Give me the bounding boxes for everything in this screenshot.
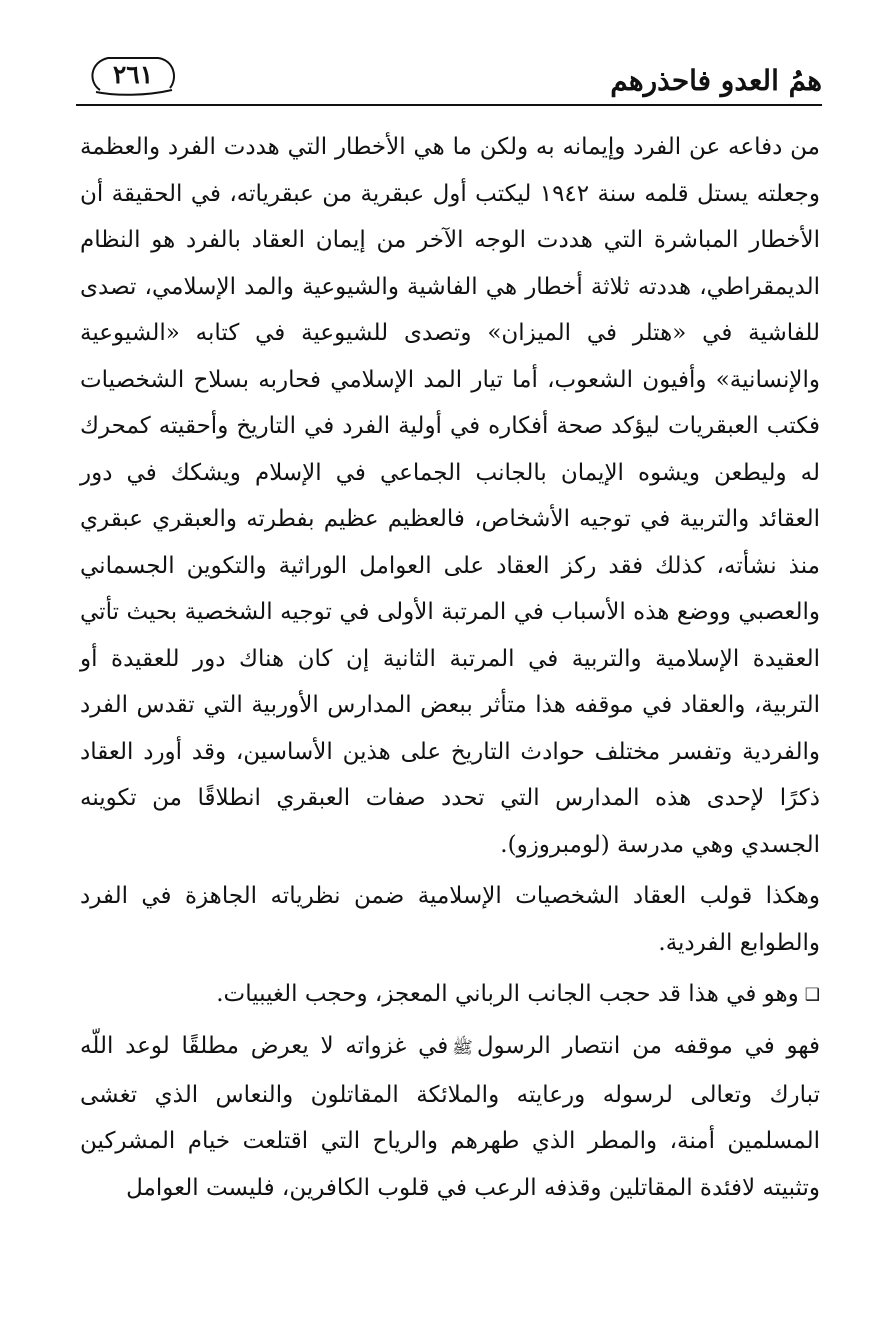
page-header <box>76 50 822 106</box>
salawat-icon: ﷺ <box>452 1038 473 1059</box>
paragraph-3 <box>80 971 820 1018</box>
page-number-frame <box>86 52 180 98</box>
paragraph-1: من دفاعه عن الفرد وإيمانه به ولكن ما هي الأخطار التي هددت الفرد والعظمة وجعلته يستل قلمه سنة ١٩٤٢ ليكتب أول عبقرية من عبقرياته، في الحقيقة أن الأخطار المباشرة التي هددت الوجه الآخر من إيمان العقاد بالفرد هو النظام الديمقراطي، هددته ثلاثة أخطار هي الفاشية والشيوعية والمد الإسلامي، تصدى للفاشية في «هتلر في الميزان» وتصدى للشيوعية في كتابه «الشيوعية والإنسانية» وأفيون الشعوب، أما تيار المد الإسلامي فحاربه بسلاح الشخصيات فكتب العبقريات ليؤكد صحة أفكاره في أولية الفرد في التاريخ وأحقيته كمحرك له وليطعن ويشوه الإيمان بالجانب الجماعي في الإسلام ويشكك في دور العقائد والتربية في توجيه الأشخاص، فالعظيم عظيم بفطرته والعبقري عبقري منذ نشأته، كذلك فقد ركز العقاد على العوامل الوراثية والتكوين الجسماني والعصبي ووضع هذه الأسباب في المرتبة الأولى في توجيه الشخصية بحيث تأتي العقيدة الإسلامية والتربية في المرتبة الثانية إن كان هناك دور للعقيدة أو التربية، والعقاد في موقفه هذا متأثر ببعض المدارس الأوربية التي تقدس الفرد والفردية وتفسر مختلف حوادث التاريخ على هذين الأساسين، وقد أورد العقاد ذكرًا لإحدى هذه المدارس التي تحدد صفات العبقري انطلاقًا من تكوينه الجسدي وهي مدرسة (لومبروزو). <box>80 134 820 858</box>
paragraph-4 <box>80 1023 820 1211</box>
paragraph-4-rest: في غزواته لا يعرض مطلقًا لوعد اللّه تبارك وتعالى لرسوله ورعايته والملائكة المقاتلون والنعاس الذي تغشى المسلمين أمنة، والمطر الذي طهرهم والرياح التي اقتلعت خيام المشركين وتثبيته لافئدة المقاتلين وقذفه الرعب في قلوب الكافرين، فليست العوامل <box>80 1033 820 1201</box>
header-divider <box>76 104 822 106</box>
paragraph-3-text: وهو في هذا قد حجب الجانب الرباني المعجز، وحجب الغيبيات. <box>216 981 799 1007</box>
paragraph-4-start: فهو في موقفه من انتصار الرسول <box>476 1033 820 1060</box>
page-number: ٢٦١ <box>112 60 154 89</box>
running-title: همُ العدو فاحذرهم <box>610 64 822 97</box>
paragraph-2: وهكذا قولب العقاد الشخصيات الإسلامية ضمن نظرياته الجاهزة في الفرد والطوابع الفردية. <box>80 883 820 956</box>
square-bullet-icon: ❑ <box>804 984 820 1005</box>
body-text <box>80 124 820 1211</box>
